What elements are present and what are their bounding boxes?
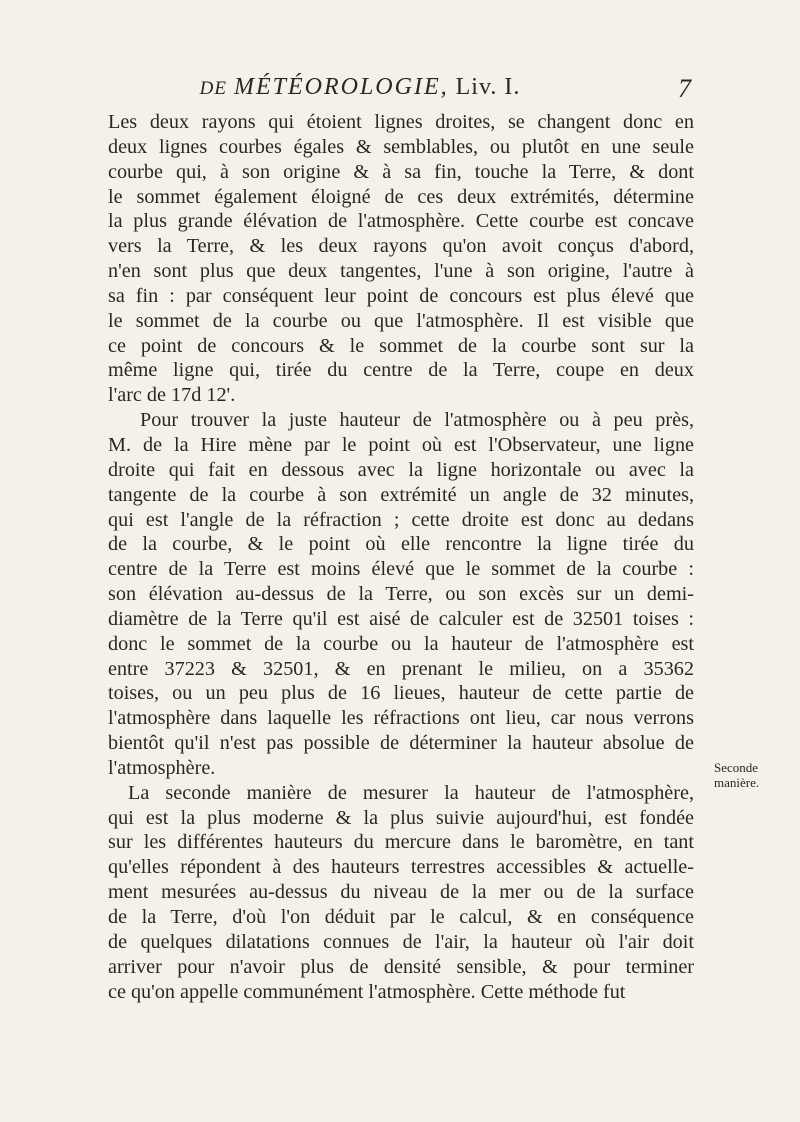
running-title bbox=[100, 74, 620, 101]
text-line: qui est la plus moderne & la plus suivie aujourd'hui, est fondée bbox=[108, 806, 694, 829]
running-title-prefix: DE bbox=[199, 78, 227, 99]
text-line: diamètre de la Terre qu'il est aisé de calculer est de 32501 toises : bbox=[108, 607, 694, 630]
text-line: de la Terre, d'où l'on déduit par le calcul, & en conséquence bbox=[108, 906, 694, 928]
text-line: l'atmosphère dans laquelle les réfractions ont lieu, car nous verrons bbox=[108, 707, 694, 730]
text-line: ment mesurées au-dessus du niveau de la mer ou de la surface bbox=[108, 881, 694, 904]
text-line: l'atmosphère. bbox=[108, 756, 216, 779]
text-line: droite qui fait en dessous avec la ligne horizontale ou avec la bbox=[108, 458, 694, 481]
text-line: ce qu'on appelle communément l'atmosphère. Cette méthode fut bbox=[108, 980, 626, 1003]
text-line: M. de la Hire mène par le point où est l'Observateur, une ligne bbox=[108, 433, 694, 456]
text-line: qu'elles répondent à des hauteurs terrestres accessibles & actuelle- bbox=[108, 856, 694, 879]
text-line: donc le sommet de la courbe ou la hauteur de l'atmosphère est bbox=[108, 632, 694, 655]
text-line: arriver pour n'avoir plus de densité sensible, & pour terminer bbox=[108, 955, 694, 978]
text-line: Les deux rayons qui étoient lignes droites, se changent donc en bbox=[108, 111, 694, 133]
text-line: le sommet de la courbe ou que l'atmosphère. Il est visible que bbox=[108, 309, 694, 332]
text-line: l'arc de 17d 12'. bbox=[108, 384, 236, 407]
text-line: de quelques dilatations connues de l'air, la hauteur où l'air doit bbox=[108, 930, 694, 953]
text-line: son élévation au-dessus de la Terre, ou son excès sur un demi- bbox=[108, 583, 694, 606]
text-line: tangente de la courbe à son extrémité un angle de 32 minutes, bbox=[108, 483, 694, 506]
text-line: la plus grande élévation de l'atmosphère. Cette courbe est concave bbox=[108, 210, 694, 233]
text-line: Pour trouver la juste hauteur de l'atmosphère ou à peu près, bbox=[140, 409, 694, 432]
running-title-book: Liv. I. bbox=[455, 74, 521, 100]
text-line: vers la Terre, & les deux rayons qu'on avoit conçus d'abord, bbox=[108, 235, 694, 258]
margin-note: Seconde manière. bbox=[714, 760, 760, 790]
text-line: deux lignes courbes égales & semblables, ou plutôt en une seule bbox=[108, 135, 694, 158]
running-title-main: MÉTÉOROLOGIE, bbox=[233, 74, 449, 100]
text-line: de la courbe, & le point où elle rencontre la ligne tirée du bbox=[108, 533, 694, 556]
text-line: le sommet également éloigné de ces deux extrémités, détermine bbox=[108, 185, 694, 208]
text-line: La seconde manière de mesurer la hauteur de l'atmosphère, bbox=[128, 781, 694, 804]
text-line: courbe qui, à son origine & à sa fin, touche la Terre, & dont bbox=[108, 160, 694, 183]
text-line: sur les différentes hauteurs du mercure dans le baromètre, en tant bbox=[108, 831, 694, 854]
text-line: même ligne qui, tirée du centre de la Terre, coupe en deux bbox=[108, 359, 694, 382]
text-line: bientôt qu'il n'est pas possible de déterminer la hauteur absolue de bbox=[108, 732, 694, 755]
text-line: entre 37223 & 32501, & en prenant le milieu, on a 35362 bbox=[108, 657, 694, 680]
text-line: toises, ou un peu plus de 16 lieues, hauteur de cette partie de bbox=[108, 682, 694, 705]
text-line: centre de la Terre est moins élevé que le sommet de la courbe : bbox=[108, 558, 694, 581]
text-line: n'en sont plus que deux tangentes, l'une à son origine, l'autre à bbox=[108, 260, 694, 283]
text-line: sa fin : par conséquent leur point de concours est plus élevé que bbox=[108, 284, 694, 307]
page-number: 7 bbox=[678, 74, 691, 103]
body-text bbox=[108, 110, 694, 1004]
text-line: qui est l'angle de la réfraction ; cette droite est donc au dedans bbox=[108, 508, 694, 531]
text-line: ce point de concours & le sommet de la courbe sont sur la bbox=[108, 334, 694, 357]
running-head bbox=[0, 74, 800, 108]
